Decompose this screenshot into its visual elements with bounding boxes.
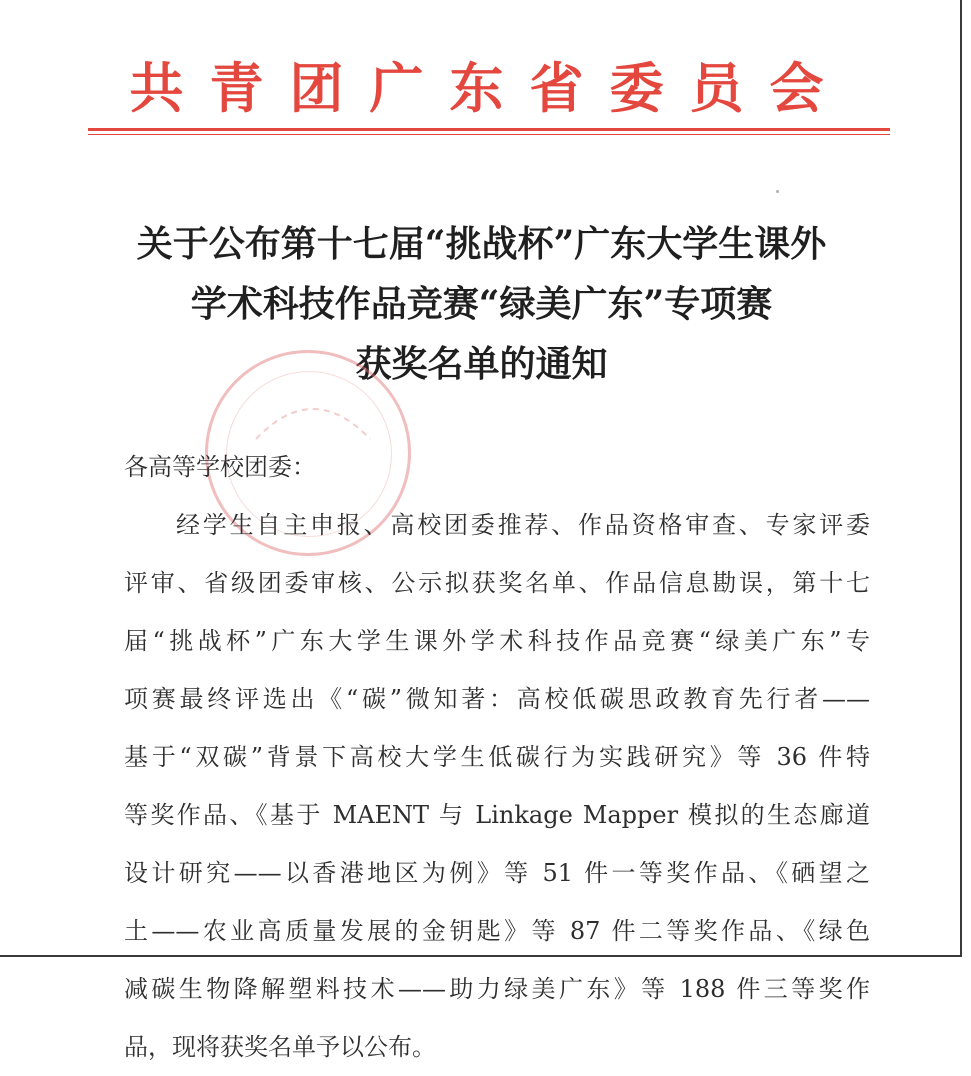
letterhead-rule-thick xyxy=(88,128,890,131)
notice-title-line-3: 获奖名单的通知 xyxy=(355,343,608,385)
body-line: 届“挑战杯”广东大学生课外学术科技作品竞赛“绿美广东”专 xyxy=(124,627,870,655)
letterhead-organization: 共青团广东省委员会 xyxy=(129,57,850,120)
salutation: 各高等学校团委： xyxy=(124,453,316,481)
body-line: 设计研究——以香港地区为例》等 51 件一等奖作品、《硒望之 xyxy=(124,859,870,887)
body-line: 减碳生物降解塑料技术——助力绿美广东》等 188 件三等奖作 xyxy=(124,975,870,1003)
body-line: 经学生自主申报、高校团委推荐、作品资格审查、专家评委 xyxy=(176,511,870,539)
letterhead-rule-thin xyxy=(88,134,890,135)
notice-title-line-2: 学术科技作品竞赛“绿美广东”专项赛 xyxy=(190,283,773,325)
body-line: 品，现将获奖名单予以公布。 xyxy=(124,1033,436,1061)
notice-body xyxy=(124,438,870,1076)
body-line: 土——农业高质量发展的金钥匙》等 87 件二等奖作品、《绿色 xyxy=(124,917,870,945)
body-line: 项赛最终评选出《“碳”微知著：高校低碳思政教育先行者—— xyxy=(124,685,870,713)
notice-title xyxy=(0,214,963,394)
body-line: 基于“双碳”背景下高校大学生低碳行为实践研究》等 36 件特 xyxy=(124,743,870,771)
scan-speck xyxy=(776,190,779,193)
body-line: 评审、省级团委审核、公示拟获奖名单、作品信息勘误，第十七 xyxy=(124,569,870,597)
notice-title-line-1: 关于公布第十七届“挑战杯”广东大学生课外 xyxy=(136,223,827,265)
body-line: 等奖作品、《基于 MAENT 与 Linkage Mapper 模拟的生态廊道 xyxy=(124,801,870,829)
